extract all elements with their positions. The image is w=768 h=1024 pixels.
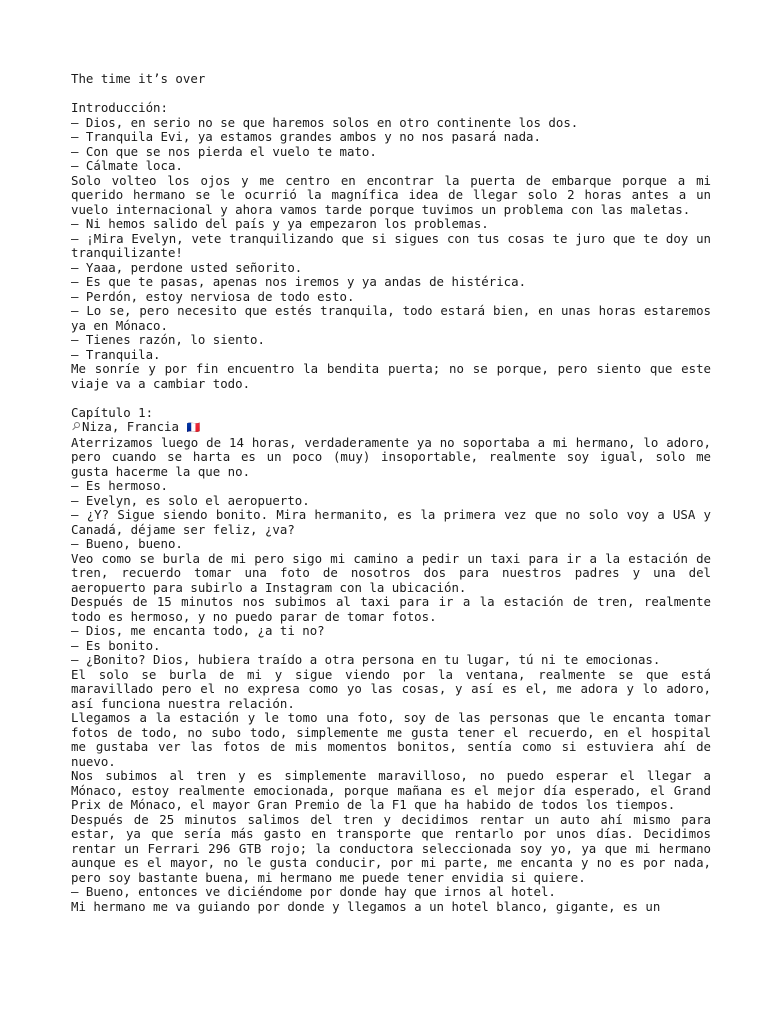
paragraph: Me sonríe y por fin encuentro la bendita puerta; no se porque, pero siento que este viaje va a cambiar todo.: [71, 361, 711, 391]
paragraph: Después de 25 minutos salimos del tren y decidimos rentar un auto ahí mismo para estar, ya que sería más gasto en transporte que rentarlo por unos días. Decidimos rentar un Ferrari 296 GTB rojo; la conductora seleccionada soy yo, ya que mi hermano aunque es el mayor, no le gusta conducir, por mi parte, me encanta y no es por nada, pero soy bastante buena, mi hermano me puede tener envidia si quiere.: [71, 811, 711, 885]
paragraph: — Bueno, bueno.: [71, 536, 183, 551]
paragraph: — ¡Mira Evelyn, vete tranquilizando que si sigues con tus cosas te juro que te doy un tranquilizante!: [71, 230, 711, 260]
paragraph: — Es hermoso.: [71, 478, 168, 493]
paragraph: Solo volteo los ojos y me centro en encontrar la puerta de embarque porque a mi querido hermano se le ocurrió la magnífica idea de llegar solo 2 horas antes a un vuelo internacional y ahora vamos tarde porque tuvimos un problema con las maletas.: [71, 172, 711, 217]
paragraph: — Con que se nos pierda el vuelo te mato.: [71, 143, 377, 159]
paragraph: — Es bonito.: [71, 637, 161, 653]
document-page: [71, 72, 711, 914]
paragraph: — Dios, en serio no se que haremos solos en otro continente los dos.: [71, 114, 579, 130]
document-title: The time it’s over: [71, 71, 206, 86]
blank-line: [71, 87, 711, 102]
paragraph: — Dios, me encanta todo, ¿a ti no?: [71, 623, 325, 638]
pin-icon: [71, 422, 81, 432]
chapter-body: [71, 436, 711, 915]
paragraph: — ¿Bonito? Dios, hubiera traído a otra persona en tu lugar, tú ni te emocionas.: [71, 652, 661, 667]
paragraph: — Tranquila Evi, ya estamos grandes ambos y no nos pasará nada.: [71, 129, 541, 144]
chapter-heading: Capítulo 1:: [71, 404, 154, 420]
paragraph: — Perdón, estoy nerviosa de todo esto.: [71, 288, 355, 304]
intro-heading: Introducción:: [71, 100, 168, 115]
paragraph: Nos subimos al tren y es simplemente maravilloso, no puedo esperar el llegar a Mónaco, estoy realmente emocionada, porque mañana es el mejor día esperado, el Grand Prix de Mónaco, el mayor Gran Premio de la F1 que ha habido de todos los tiempos.: [71, 768, 711, 812]
paragraph: — Tienes razón, lo siento.: [71, 332, 265, 347]
intro-body: [71, 116, 711, 392]
paragraph: Aterrizamos luego de 14 horas, verdaderamente ya no soportaba a mi hermano, lo adoro, pero cuando se harta es un poco (muy) insoportable, realmente soy igual, solo me gusta hacerme la que no.: [71, 434, 711, 479]
paragraph: — Evelyn, es solo el aeropuerto.: [71, 492, 310, 508]
paragraph: — Tranquila.: [71, 346, 161, 362]
chapter-location: [71, 420, 711, 436]
flag-icon: 🇫🇷: [186, 421, 202, 434]
paragraph: — ¿Y? Sigue siendo bonito. Mira hermanito, es la primera vez que no solo voy a USA y Canadá, déjame ser feliz, ¿va?: [71, 507, 711, 537]
paragraph: Después de 15 minutos nos subimos al taxi para ir a la estación de tren, realmente todo es hermoso, y no puedo parar de tomar fotos.: [71, 594, 711, 624]
paragraph: — Cálmate loca.: [71, 158, 183, 173]
paragraph: — Ni hemos salido del país y ya empezaron los problemas.: [71, 216, 489, 231]
paragraph: — Yaaa, perdone usted señorito.: [71, 259, 303, 275]
paragraph: Llegamos a la estación y le tomo una foto, soy de las personas que le encanta tomar fotos de todo, no subo todo, simplemente me gusta tener el recuerdo, en el hospital me gustaba ver las fotos de mis momentos bonitos, sentía como si estuviera ahí de nuevo.: [71, 710, 711, 769]
paragraph: — Lo se, pero necesito que estés tranquila, todo estará bien, en unas horas estaremos ya en Mónaco.: [71, 303, 711, 333]
paragraph: Mi hermano me va guiando por donde y llegamos a un hotel blanco, gigante, es un: [71, 898, 661, 914]
paragraph: El solo se burla de mi y sigue viendo por la ventana, realmente se que está maravillado pero el no expresa como yo las cosas, y así es el, me adora y lo adoro, así funciona nuestra relación.: [71, 666, 711, 711]
location-text: Niza, Francia: [82, 419, 179, 434]
paragraph: — Es que te pasas, apenas nos iremos y ya andas de histérica.: [71, 274, 527, 289]
blank-line: [71, 391, 711, 406]
paragraph: Veo como se burla de mi pero sigo mi camino a pedir un taxi para ir a la estación de tren, recuerdo tomar una foto de nosotros dos para nuestros padres y una del aeropuerto para subirlo a Instagram con la ubicación.: [71, 550, 711, 595]
paragraph: — Bueno, entonces ve diciéndome por donde hay que irnos al hotel.: [71, 884, 556, 899]
